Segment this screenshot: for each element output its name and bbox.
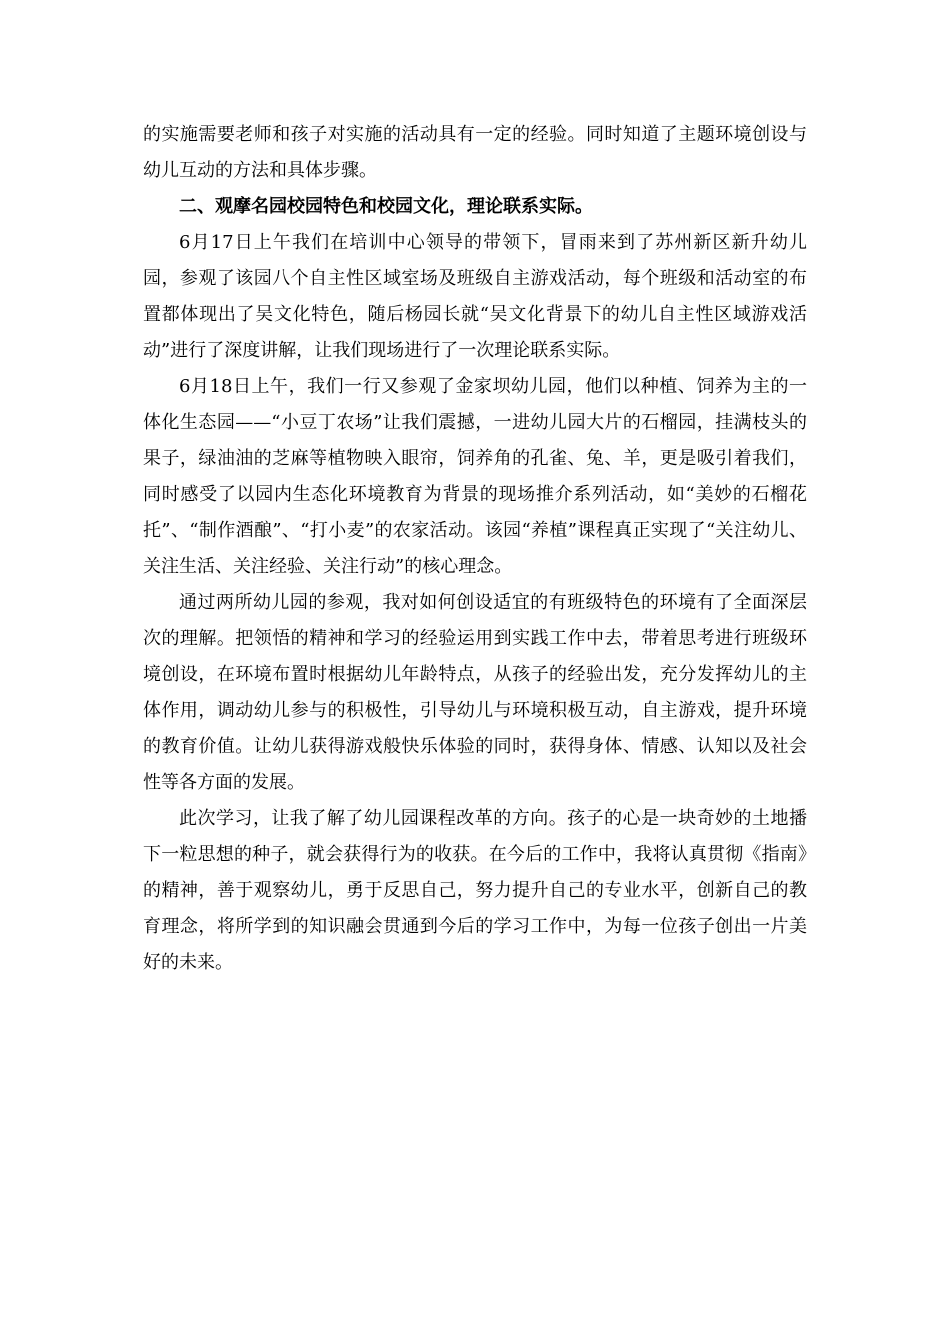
paragraph-visit-xinsheng: 6月17日上午我们在培训中心领导的带领下，冒雨来到了苏州新区新升幼儿园，参观了该园八个自主性区域室场及班级自主游戏活动，每个班级和活动室的布置都体现出了吴文化特色，随后杨园长就“吴文化背景下的幼儿自主性区域游戏活动”进行了深度讲解，让我们现场进行了一次理论联系实际。 [143, 232, 807, 361]
document-body [143, 117, 807, 981]
paragraph-conclusion: 此次学习，让我了解了幼儿园课程改革的方向。孩子的心是一块奇妙的土地播下一粒思想的种子，就会获得行为的收获。在今后的工作中，我将认真贯彻《指南》的精神，善于观察幼儿，勇于反思自己，努力提升自己的专业水平，创新自己的教育理念，将所学到的知识融会贯通到今后的学习工作中，为每一位孩子创出一片美好的未来。 [143, 808, 807, 973]
paragraph-reflection: 通过两所幼儿园的参观，我对如何创设适宜的有班级特色的环境有了全面深层次的理解。把领悟的精神和学习的经验运用到实践工作中去，带着思考进行班级环境创设，在环境布置时根据幼儿年龄特点，从孩子的经验出发，充分发挥幼儿的主体作用，调动幼儿参与的积极性，引导幼儿与环境积极互动，自主游戏，提升环境的教育价值。让幼儿获得游戏般快乐体验的同时，获得身体、情感、认知以及社会性等各方面的发展。 [143, 592, 807, 793]
paragraph-continuation: 的实施需要老师和孩子对实施的活动具有一定的经验。同时知道了主题环境创设与幼儿互动的方法和具体步骤。 [143, 124, 807, 181]
section-heading: 二、观摩名园校园特色和校园文化，理论联系实际。 [179, 196, 593, 217]
paragraph-visit-jinjiaba: 6月18日上午，我们一行又参观了金家坝幼儿园，他们以种植、饲养为主的一体化生态园——“小豆丁农场”让我们震撼，一进幼儿园大片的石榴园，挂满枝头的果子，绿油油的芝麻等植物映入眼帘，饲养角的孔雀、兔、羊，更是吸引着我们，同时感受了以园内生态化环境教育为背景的现场推介系列活动，如“美妙的石榴花托”、“制作酒酿”、“打小麦”的农家活动。该园“养植”课程真正实现了“关注幼儿、关注生活、关注经验、关注行动”的核心理念。 [143, 376, 807, 577]
